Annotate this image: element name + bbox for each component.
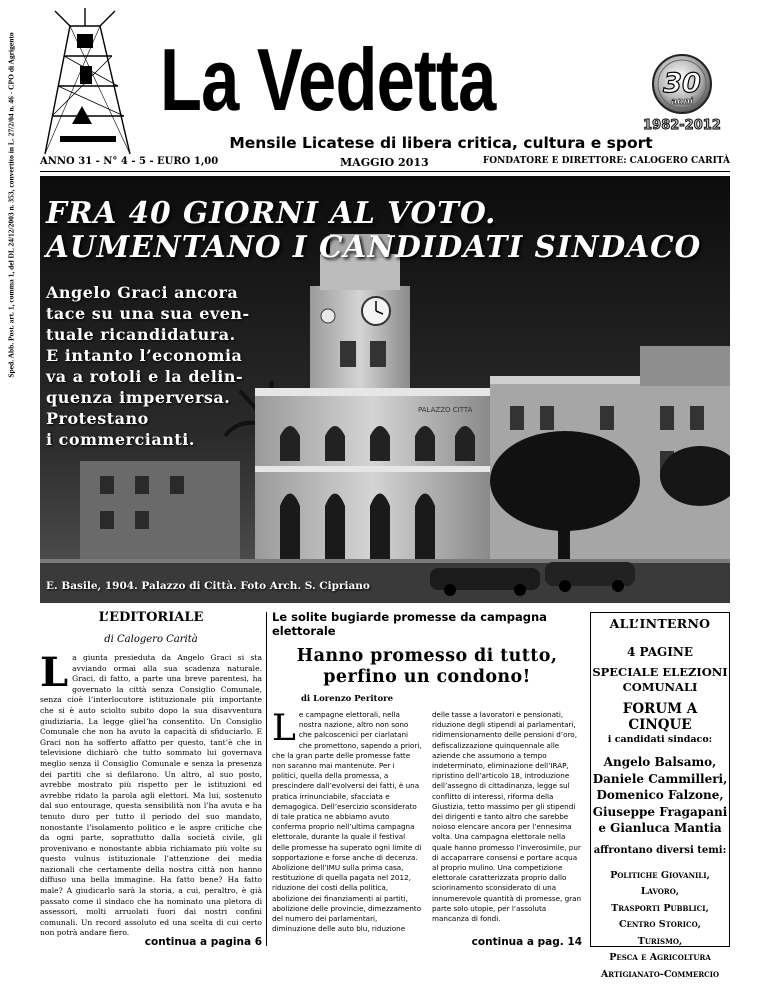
- inside-special: [591, 665, 729, 695]
- theme-item: Artigianato-Commercio: [600, 968, 720, 980]
- article-dropcap: L: [272, 708, 296, 749]
- cover-subheadline: [46, 282, 296, 450]
- subheadline-line: tuale ricandidatura.: [46, 325, 236, 344]
- badge-years: 1982-2012: [643, 118, 721, 132]
- subheadline-line: E intanto l’economia: [46, 346, 243, 365]
- theme-item: Politiche Giovanili,: [610, 869, 710, 881]
- postal-text: Sped. Abb. Post. art. 1, comma 1, del DL 24/12/2003 n. 353, convertito in L. 27/2/04 n. 46 - CPO di Agrigento: [6, 32, 16, 378]
- theme-item: Pesca e Agricoltura: [609, 952, 711, 963]
- editorial-text: a giunta presieduta da Angelo Graci si sta avviando ormai alla sua scadenza naturale. Graci, di fatto, a parte una breve parentesi, ha governato la città senza Consiglio Comunale, senza cioè l’interlocutore istituzionale più importante che si è auto sciolto subito dopo la sua disavventura giudiziaria. La legge glielʼha consentito. Un Consiglio Comunale che non ha avuto la capacità di sfiduciarlo. E Graci non ha sofferto affatto per questo, tant’è che in televisione dichiarò che tutto sommato lui governava meglio senza il Consiglio Comunale e senza la presenza dei partiti che si defilarono. Un altro, al suo posto, avrebbe mostrato più rispetto per le istituzioni ed avrebbe ridato la parola agli elettori. Ma lui, sostenuto dal suo entourage, questa sensibilità non l’ha avuta e ha tenuto duro per tutto il periodo del suo mandato, nonostante l’isolamento politico e le aspre critiche che da ogni parte, soprattutto dalla società civile, gli provenivano e nonostante abbia richiamato più volte su questo vulnus istituzionale l’attenzione dei media nazionali che certamente della nostra città non hanno diffuso una bella immagine. Ha fatto bene? Ha fatto male? A giudicarlo sarà la storia, a cui, peraltro, è già passato come il sindaco che ha nominato una pletora di assessori, molti arruolati fuori dai nostri confini comunali. Un record assoluto ed una scelta di cui certo non potrà andare fiero.: [40, 653, 262, 938]
- subheadline-line: quenza imperversa.: [46, 388, 231, 407]
- article-title: [272, 646, 582, 688]
- inside-box: [590, 612, 730, 980]
- article-kicker: Le solite bugiarde promesse da campagna elettorale: [272, 610, 547, 638]
- subheadline-line: tace su una sua even-: [46, 304, 250, 323]
- headline-line-2: AUMENTANO I CANDIDATI SINDACO: [46, 229, 702, 264]
- postal-sidebar: [0, 0, 22, 410]
- masthead-subtitle: Mensile Licatese di libera critica, cultura e sport: [229, 134, 653, 152]
- headline-line-1: FRA 40 GIORNI AL VOTO.: [46, 195, 497, 230]
- candidate-item: Domenico Falzone,: [596, 788, 724, 802]
- theme-item: Lavoro,: [640, 886, 680, 897]
- special-line-2: COMUNALI: [622, 680, 698, 694]
- candidate-item: Angelo Balsamo,: [603, 755, 717, 769]
- editorial-author: di Calogero Carità: [104, 634, 198, 645]
- editorial-column: [40, 610, 262, 948]
- article-continue-link[interactable]: continua a pag. 14: [471, 936, 582, 948]
- column-divider: [266, 612, 267, 946]
- theme-item: Centro Storico,: [619, 919, 701, 930]
- issue-date: MAGGIO 2013: [340, 156, 429, 169]
- article-body: [272, 710, 582, 934]
- candidate-item: Giuseppe Fragapani: [592, 804, 728, 819]
- photo-caption: E. Basile, 1904. Palazzo di Città. Foto Arch. S. Cipriano: [46, 580, 370, 592]
- subheadline-line: Angelo Graci ancora: [46, 283, 239, 302]
- theme-item: Turismo,: [637, 935, 683, 947]
- subheadline-line: Protestano: [46, 409, 149, 428]
- subheadline-line: va a rotoli e la delin-: [46, 367, 244, 386]
- badge-word: anni: [671, 97, 693, 107]
- building-sign: PALAZZO CITTÀ: [418, 406, 473, 414]
- badge-number: 30: [663, 68, 701, 99]
- themes-intro: affrontano diversi temi:: [593, 844, 727, 856]
- candidate-item: e Gianluca Mantia: [598, 821, 722, 835]
- founder-line: FONDATORE E DIRETTORE: CALOGERO CARITÀ: [482, 156, 730, 166]
- editorial-kicker: L’EDITORIALE: [98, 610, 204, 625]
- editorial-continue-link[interactable]: continua a pagina 6: [144, 936, 262, 948]
- editorial-body: [40, 649, 262, 939]
- anniversary-badge: [636, 52, 728, 132]
- special-line-1: SPECIALE ELEZIONI: [592, 665, 728, 679]
- subheadline-line: i commercianti.: [46, 430, 195, 449]
- header-rule: [40, 171, 730, 172]
- inside-pages: 4 PAGINE: [627, 645, 693, 659]
- article-text: e campagne elettorali, nella nostra nazione, altro non sono che palcoscenici per ciarlatani che promettono, sapendo a priori, che la gran parte delle promesse fatte non saranno mai mantenute. Per i politici, quella della promessa, a prescindere dall’evolversi dei fatti, è una pratica irrinunciabile, sfacciata e demagogica. Dell’esercizio sconsiderato di tale pratica ne abbiamo avuto conferma proprio nell’ultima campagna elettorale, durante la quale il festival delle promesse ha superato ogni limite di sopportazione e forse anche di decenza. Abolizione dell’IMU sulla prima casa, restituzione di quella pagata nel 2012, riduzione dei costi della politica, abolizione dei finanziamenti ai partiti, abolizione delle provincie, dimezzamento del numero dei parlamentari, diminuzione delle auto blu, riduzione delle tasse a lavoratori e pensionati, riduzione degli stipendi ai parlamentari, ridimensionamento delle pensioni d’oro, defiscalizzazione quinquennale alle aziende che assumono a tempo indeterminato, eliminazione dell’IRAP, ripristino dell’articolo 18, introduzione dell’assegno di cittadinanza, legge sul conflitto di interessi, riforma della Giustizia, tetto massimo per gli stipendi dei dirigenti e tanto altro che sarebbe noioso elencare ancora per l’ennesima volta. Una campagna elettorale nella quale hanno promesso l’inverosimile, pur di accaparrare consensi e portare acqua al proprio mulino. Una competizione elettorale caratterizzata proprio dallo sciorinamento sconsiderato di una innumerevole quantità di promesse, gran parte solo utopie, per l’assoluta mancanza di fondi.: [272, 710, 582, 934]
- masthead-title: La Vedetta: [160, 30, 496, 129]
- article-title-line-2: perfino un condono!: [323, 667, 531, 687]
- theme-item: Trasporti Pubblici,: [611, 902, 709, 914]
- issue-line: [40, 156, 730, 170]
- candidate-item: Daniele Cammilleri,: [592, 771, 728, 786]
- inside-header: ALL’INTERNO: [609, 616, 711, 631]
- inside-forum: FORUM A CINQUE: [622, 701, 698, 733]
- themes-list: [591, 868, 729, 984]
- main-article: [272, 610, 582, 948]
- masthead-logo-illustration: [30, 6, 148, 156]
- issue-info: ANNO 31 - N° 4 - 5 - EURO 1,00: [40, 156, 219, 167]
- candidates-intro: i candidati sindaco:: [607, 734, 713, 745]
- cover-headline: [46, 196, 726, 264]
- editorial-dropcap: L: [40, 649, 69, 696]
- article-author: di Lorenzo Peritore: [300, 694, 394, 704]
- article-title-line-1: Hanno promesso di tutto,: [296, 646, 558, 666]
- candidates-list: [591, 754, 729, 837]
